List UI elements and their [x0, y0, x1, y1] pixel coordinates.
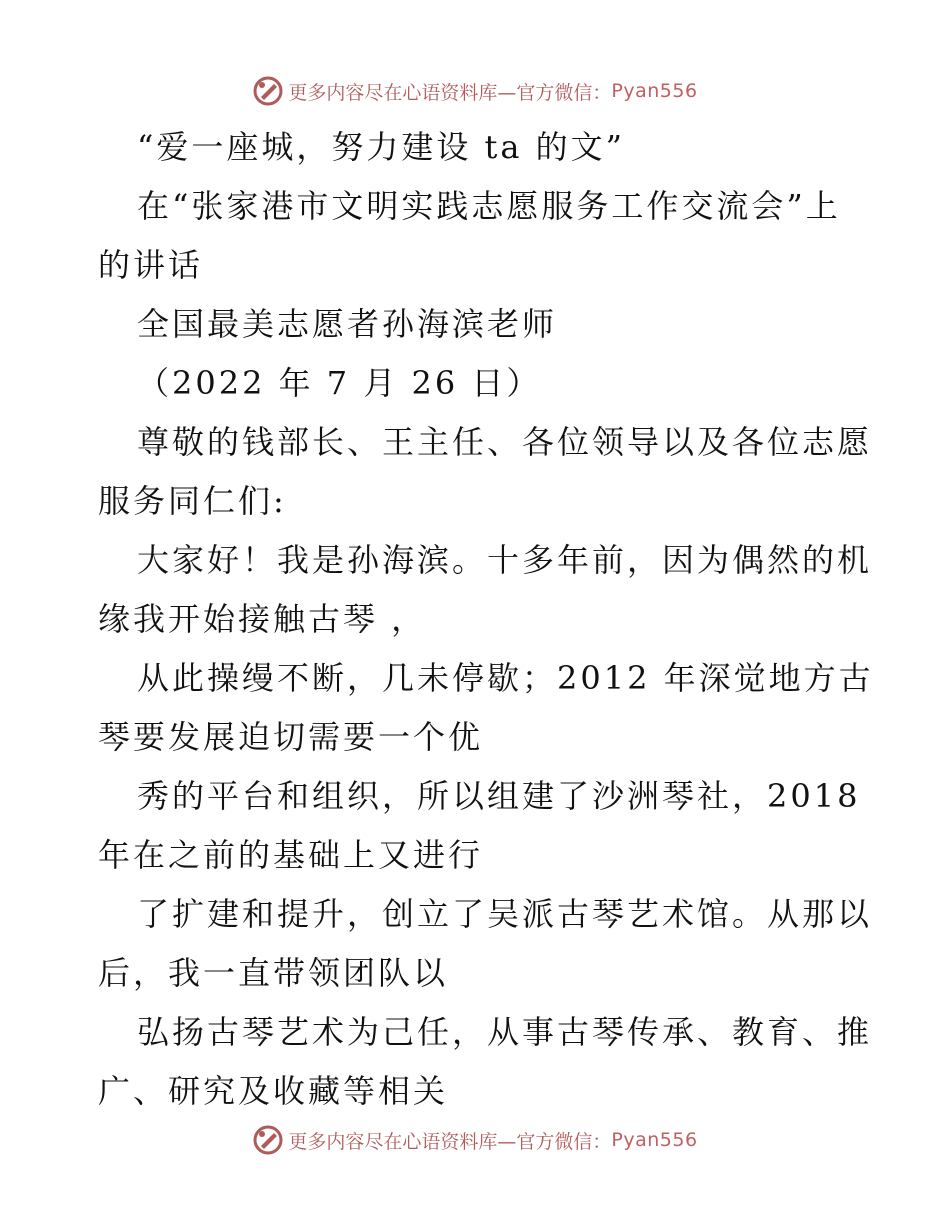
watermark-banner-bottom: [0, 1122, 950, 1158]
date-line: （2022 年 7 月 26 日）: [137, 364, 542, 402]
subtitle-line-cont: 的讲话: [98, 246, 204, 284]
logo-icon: [252, 1124, 284, 1156]
watermark-banner-top: [0, 73, 950, 109]
watermark-handle: Pyan556: [611, 80, 698, 102]
logo-icon: [252, 75, 284, 107]
paragraph-line: 后，我一直带领团队以: [98, 954, 449, 992]
salutation-line-cont: 服务同仁们:: [98, 482, 287, 520]
paragraph-line: 琴要发展迫切需要一个优: [98, 718, 484, 756]
title-line: “爱一座城，努力建设 ta 的文”: [137, 128, 626, 166]
paragraph-line: 大家好！我是孙海滨。十多年前，因为偶然的机: [137, 541, 873, 579]
paragraph-line: 秀的平台和组织，所以组建了沙洲琴社，2018: [137, 777, 861, 815]
paragraph-line: 从此操缦不断，几未停歇；2012 年深觉地方古: [137, 659, 874, 697]
paragraph-line: 年在之前的基础上又进行: [98, 836, 484, 874]
paragraph-line: 弘扬古琴艺术为己任，从事古琴传承、教育、推: [137, 1013, 873, 1051]
paragraph-line: 了扩建和提升，创立了吴派古琴艺术馆。从那以: [137, 895, 873, 933]
paragraph-line: 缘我开始接触古琴 ，: [98, 600, 427, 638]
watermark-handle: Pyan556: [611, 1129, 698, 1151]
watermark-text: 更多内容尽在心语资料库—官方微信：: [288, 81, 612, 104]
speaker-line: 全国最美志愿者孙海滨老师: [137, 305, 558, 343]
salutation-line: 尊敬的钱部长、王主任、各位领导以及各位志愿: [137, 423, 873, 461]
watermark-text: 更多内容尽在心语资料库—官方微信：: [288, 1130, 612, 1153]
paragraph-line: 广、研究及收藏等相关: [98, 1072, 449, 1110]
subtitle-line: 在“张家港市文明实践志愿服务工作交流会”上: [137, 187, 841, 225]
